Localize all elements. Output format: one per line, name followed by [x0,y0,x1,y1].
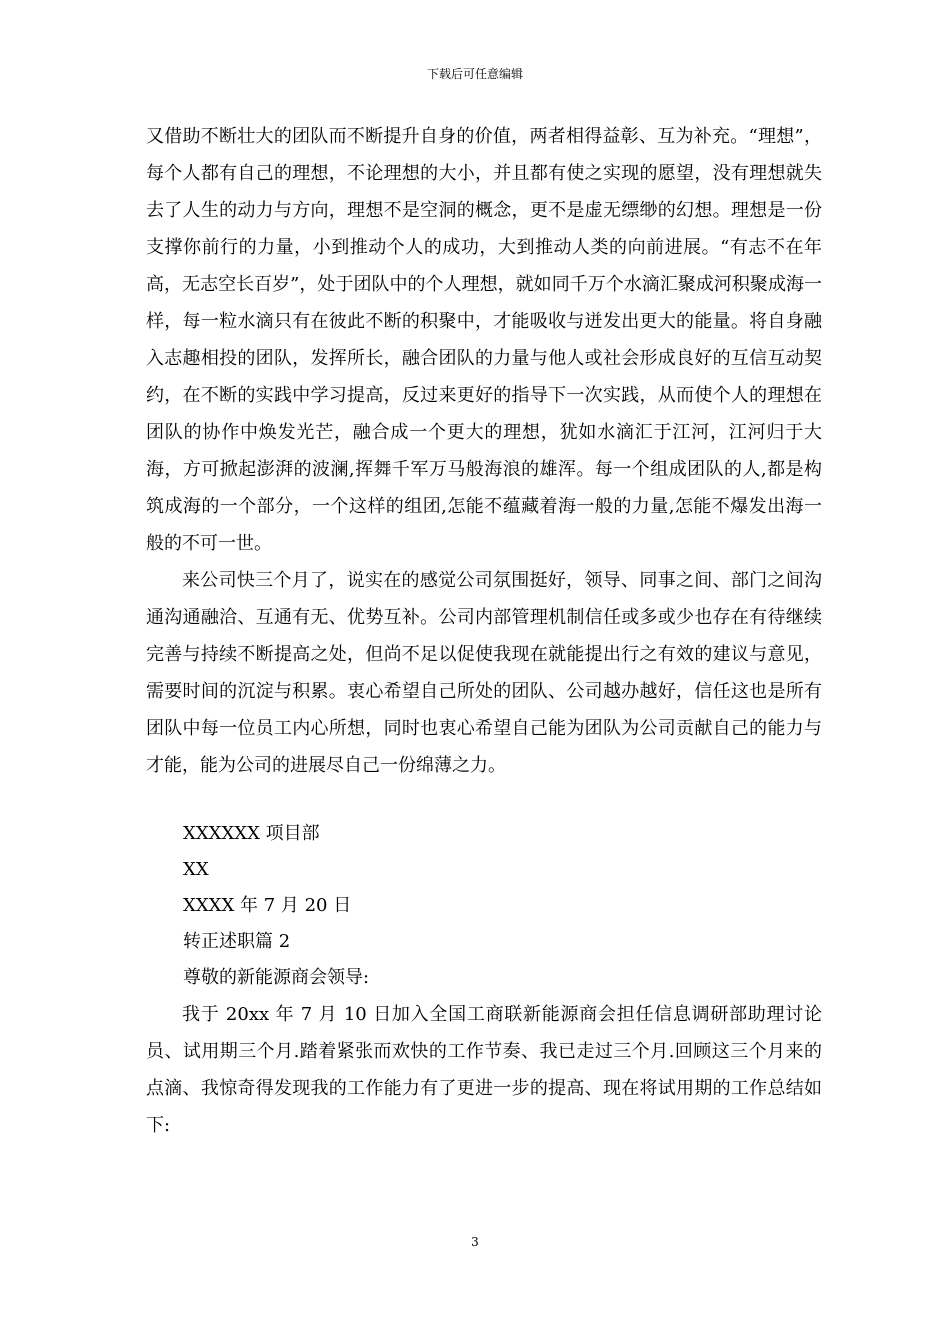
signature-date: XXXX 年 7 月 20 日 [183,895,352,916]
page-number: 3 [471,1235,479,1249]
page-header: 下载后可任意编辑 [426,67,523,81]
section-title: 转正述职篇 2 [183,931,291,952]
paragraph-probation-intro: 我于 20xx 年 7 月 10 日加入全国工商联新能源商会担任信息调研部助理讨论员、试用期三个月.踏着紧张而欢快的工作节奏、我已走过三个月.回顾这三个月来的点滴、我惊奇得发现我的工作能力有了更进一步的提高、现在将试用期的工作总结如下: [146,1004,822,1136]
signature-department: XXXXXX 项目部 [183,823,320,844]
document-body [146,118,822,1144]
spacer [146,784,822,816]
paragraph-team-ideals: 又借助不断壮大的团队而不断提升自身的价值，两者相得益彰、互为补充。“理想”，每个人都有自己的理想，不论理想的大小，并且都有使之实现的愿望，没有理想就失去了人生的动力与方向，理想不是空洞的概念，更不是虚无缥缈的幻想。理想是一份支撑你前行的力量，小到推动个人的成功，大到推动人类的向前进展。“有志不在年高，无志空长百岁”，处于团队中的个人理想，就如同千万个水滴汇聚成河积聚成海一样，每一粒水滴只有在彼此不断的积聚中，才能吸收与迸发出更大的能量。将自身融入志趣相投的团队，发挥所长，融合团队的力量与他人或社会形成良好的互信互动契约，在不断的实践中学习提高，反过来更好的指导下一次实践，从而使个人的理想在团队的协作中焕发光芒，融合成一个更大的理想，犹如水滴汇于江河，江河归于大海，方可掀起澎湃的波澜,挥舞千军万马般海浪的雄浑。每一个组成团队的人,都是构筑成海的一个部分，一个这样的组团,怎能不蕴藏着海一般的力量,怎能不爆发出海一般的不可一世。 [146,126,822,554]
salutation: 尊敬的新能源商会领导: [183,967,370,988]
signature-name: XX [183,859,209,880]
paragraph-company-impressions: 来公司快三个月了，说实在的感觉公司氛围挺好，领导、同事之间、部门之间沟通沟通融洽、互通有无、优势互补。公司内部管理机制信任或多或少也存在有待继续完善与持续不断提高之处，但尚不足以促使我现在就能提出行之有效的建议与意见，需要时间的沉淀与积累。衷心希望自己所处的团队、公司越办越好，信任这也是所有团队中每一位员工内心所想，同时也衷心希望自己能为团队为公司贡献自己的能力与才能，能为公司的进展尽自己一份绵薄之力。 [146,570,822,776]
